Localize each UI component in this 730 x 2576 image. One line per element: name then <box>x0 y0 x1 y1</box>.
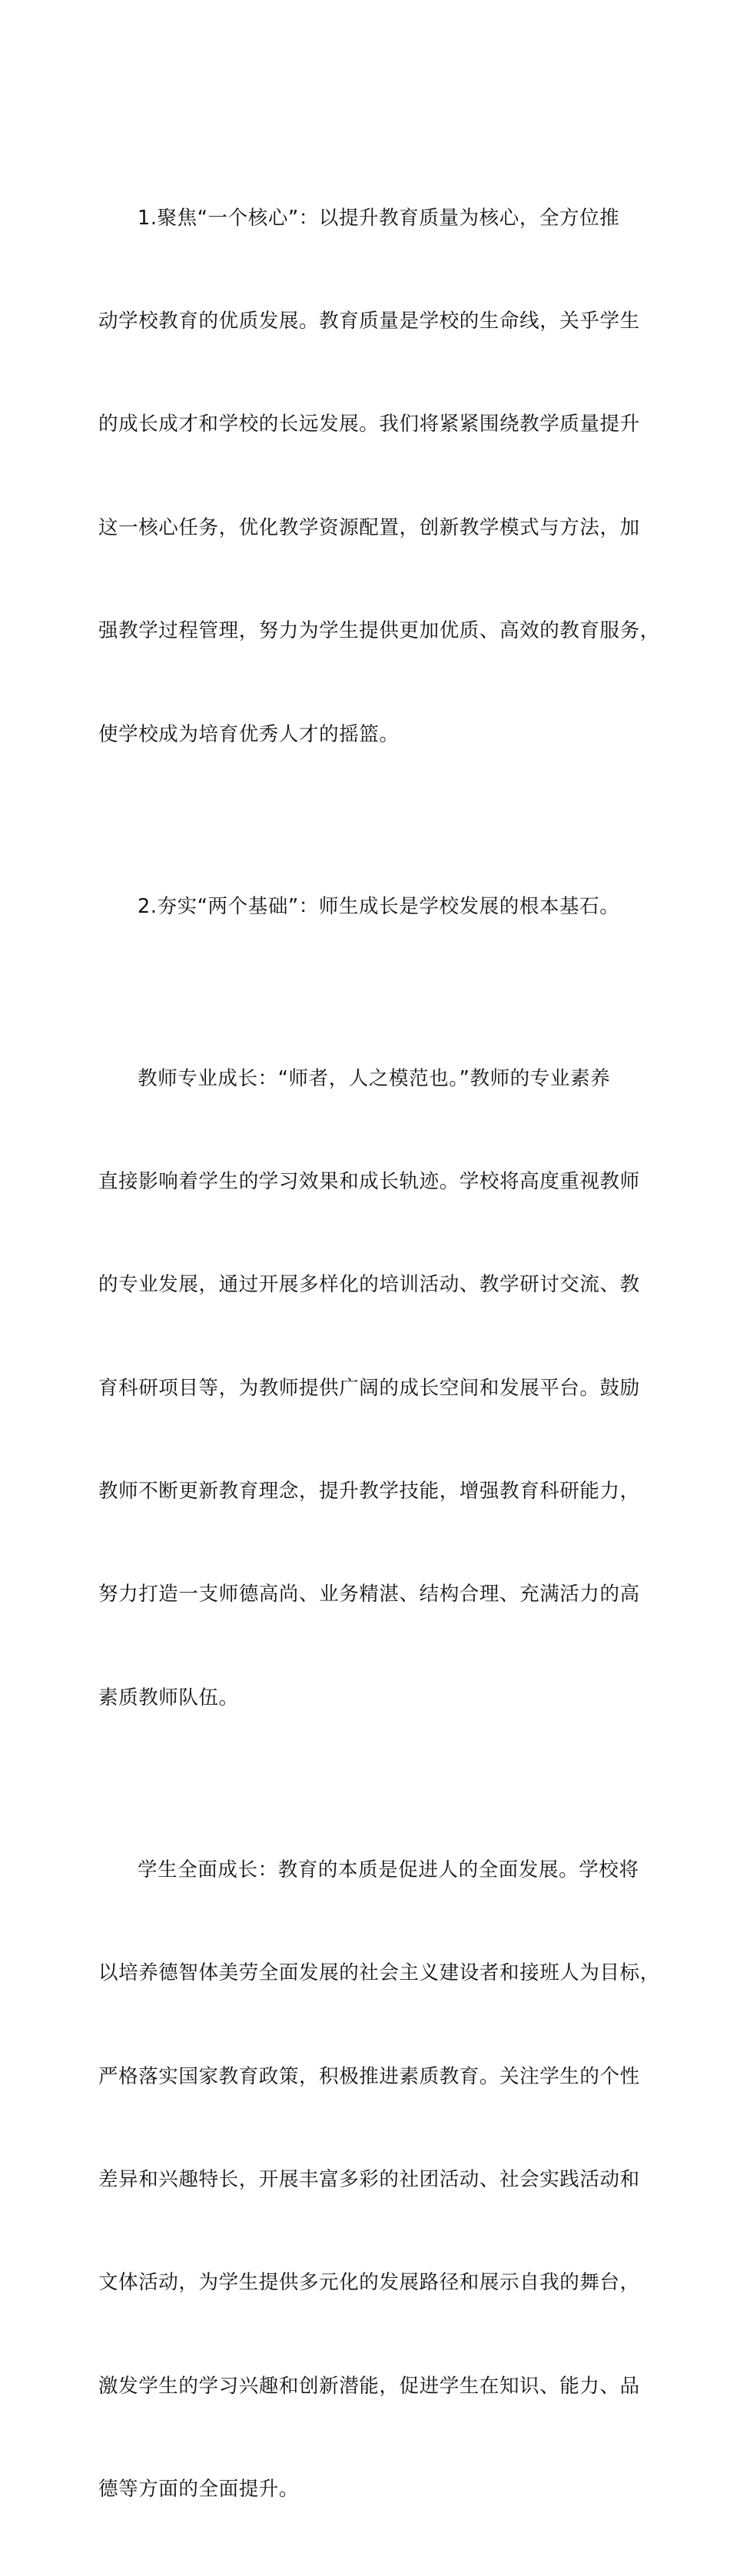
text-line: 1.聚焦“一个核心”：以提升教育质量为核心，全方位推 <box>138 206 620 230</box>
text-line: 的成长成才和学校的长远发展。我们将紧紧围绕教学质量提升 <box>98 413 640 436</box>
text-line: 严格落实国家教育政策，积极推进素质教育。关注学生的个性 <box>98 2064 640 2088</box>
text-line: 文体活动，为学生提供多元化的发展路径和展示自我的舞台， <box>98 2271 640 2295</box>
text-line: 差异和兴趣特长，开展丰富多彩的社团活动、社会实践活动和 <box>98 2168 640 2192</box>
paragraph-teacher-growth <box>98 993 639 1784</box>
text-line: 动学校教育的优质发展。教育质量是学校的生命线，关乎学生 <box>98 309 640 333</box>
text-line: 2.夯实“两个基础”：师生成长是学校发展的根本基石。 <box>138 894 620 918</box>
paragraph-two-foundations <box>98 821 639 993</box>
text-line: 强教学过程管理，努力为学生提供更加优质、高效的教育服务， <box>98 619 660 643</box>
text-line: 以培养德智体美劳全面发展的社会主义建设者和接班人为目标， <box>98 1961 660 1985</box>
paragraph-student-growth <box>98 1784 660 2575</box>
text-line: 素质教师队伍。 <box>98 1686 239 1709</box>
text-line: 直接影响着学生的学习效果和成长轨迹。学校将高度重视教师 <box>98 1169 640 1193</box>
text-line: 使学校成为培育优秀人才的摇篮。 <box>98 722 400 746</box>
text-line: 教师不断更新教育理念，提升教学技能，增强教育科研能力， <box>98 1480 640 1503</box>
text-line: 学生全面成长：教育的本质是促进人的全面发展。学校将 <box>138 1858 639 1881</box>
text-line: 德等方面的全面提升。 <box>98 2478 300 2501</box>
text-line: 育科研项目等，为教师提供广阔的成长空间和发展平台。鼓励 <box>98 1376 640 1400</box>
text-line: 激发学生的学习兴趣和创新潜能，促进学生在知识、能力、品 <box>98 2374 640 2398</box>
paragraph-focus-one-core <box>98 132 660 821</box>
text-line: 努力打造一支师德高尚、业务精湛、结构合理、充满活力的高 <box>98 1583 640 1606</box>
text-line: 教师专业成长：“师者，人之模范也。”教师的专业素养 <box>138 1066 611 1090</box>
text-line: 的专业发展，通过开展多样化的培训活动、教学研讨交流、教 <box>98 1273 640 1297</box>
text-line: 这一核心任务，优化教学资源配置，创新教学模式与方法，加 <box>98 516 640 539</box>
document-body <box>98 132 660 2576</box>
